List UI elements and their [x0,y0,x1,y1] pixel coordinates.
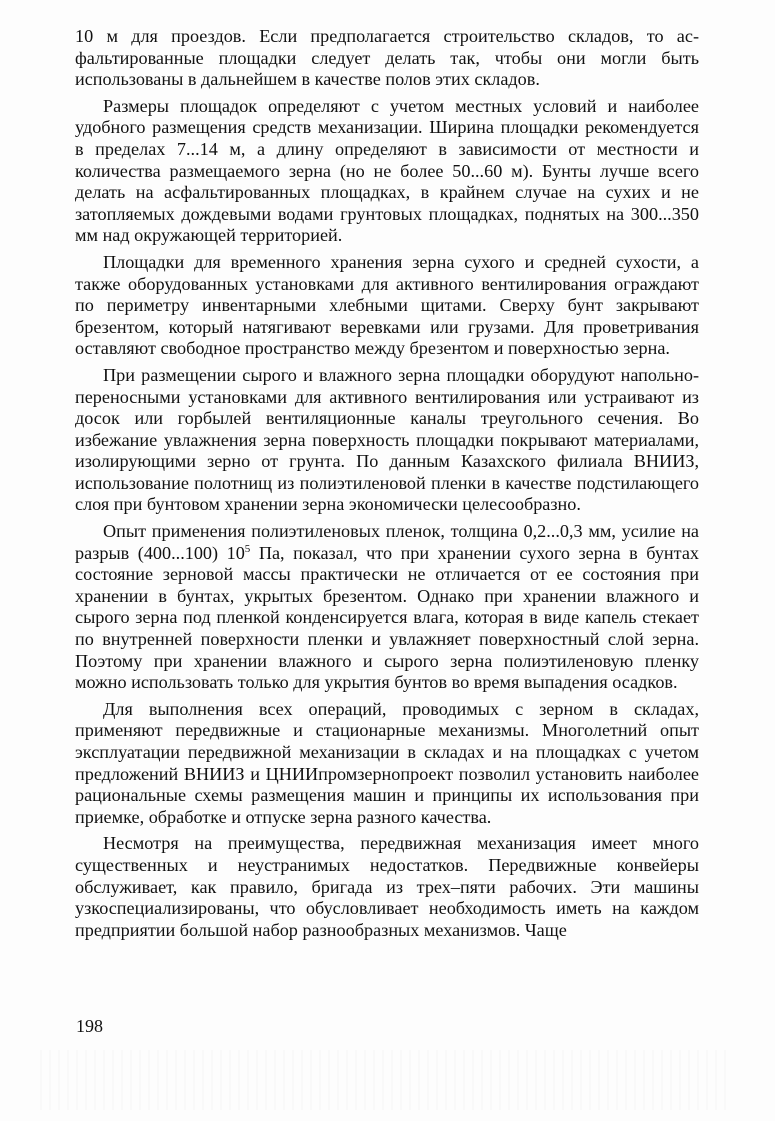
paragraph-2: Размеры площадок определяют с учетом местных условий и наиболее удобного размещения средств механизации. Ширина площадки рекомендуется в пределах 7...14 м, а длину определяют в зависимости от местности и количества размещаемого зерна (но не более 50...60 м). Бунты лучше всего делать на асфальтированных площадках, в крайнем случае на сухих и не затопляемых дождевыми водами грунтовых площадках, поднятых на 300...350 мм над окружающей территорией. [75,95,699,246]
exponent: 5 [244,542,251,555]
paragraph-4: При размещении сырого и влажного зерна площадки оборудуют напольно-переносными установками для активного вентилирования или устраивают из досок или горбылей вентиляционные каналы треугольного сечения. Во избежание увлажнения зерна поверхность площадки покрывают материалами, изолирующими зерно от грунта. По данным Казахского филиала ВНИИЗ, использование полотнищ из полиэтиленовой пленки в качестве подстилающего слоя при бунтовом хранении зерна экономически целесообразно. [75,364,699,515]
paragraph-1: 10 м для проездов. Если предполагается строительство складов, то асфальтированные площадки следует делать так, чтобы они могли быть использованы в дальнейшем в качестве полов этих складов. [75,26,699,90]
scan-noise [40,1050,730,1110]
page-number: 198 [76,1016,103,1036]
paragraph-6: Для выполнения всех операций, проводимых с зерном в складах, применяют передвижные и стационарные механизмы. Многолетний опыт эксплуатации передвижной механизации в складах и на площадках с учетом предложений ВНИИЗ и ЦНИИпромзернопроект позволил установить наиболее рациональные схемы размещения машин и принципы их использования при приемке, обработке и отпуске зерна разного качества. [75,698,699,827]
body-text [75,26,699,946]
paragraph-5-start: Опыт применения полиэтиленовых пленок, толщина 0,2...0,3 мм, усилие на разрыв (400...100) 10 [75,521,699,563]
paragraph-5 [75,521,699,694]
paragraph-3: Площадки для временного хранения зерна сухого и средней сухости, а также оборудованных установками для активного вентилирования ограждают по периметру инвентарными хлебными щитами. Сверху бунт закрывают брезентом, который натягивают веревками или грузами. Для проветривания оставляют свободное пространство между брезентом и поверхностью зерна. [75,251,699,359]
paragraph-7: Несмотря на преимущества, передвижная механизация имеет много существенных и неустранимых недостатков. Передвижные конвейеры обслуживает, как правило, бригада из трех–пяти рабочих. Эти машины узкоспециализированы, что обусловливает необходимость иметь на каждом предприятии большой набор разнообразных механизмов. Чаще [75,833,699,940]
paragraph-5-rest: Па, показал, что при хранении сухого зерна в бунтах состояние зерновой массы практически не отличается от ее состояния при хранении в бунтах, укрытых брезентом. Однако при хранении влажного и сырого зерна под пленкой конденсируется влага, которая в виде капель стекает по внутренней поверхности пленки и увлажняет поверхностный слой зерна. Поэтому при хранении влажного и сырого зерна полиэтиленовую пленку можно использовать только для укрытия бунтов во время выпадения осадков. [75,542,699,693]
